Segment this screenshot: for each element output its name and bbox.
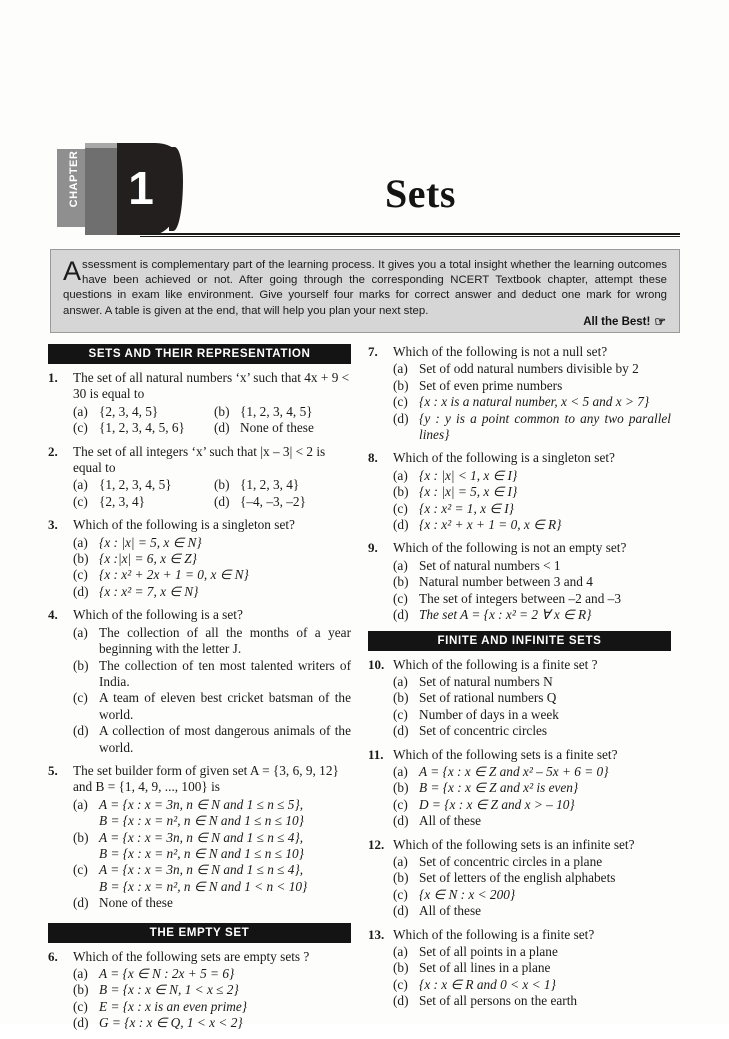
option-label: (d)	[393, 607, 409, 623]
option-text: {y : y is a point common to any two parallel lines}	[419, 410, 671, 443]
question-3	[48, 517, 351, 600]
option-text: G = {x : x ∈ Q, 1 < x < 2}	[99, 1015, 243, 1031]
question-2	[48, 444, 351, 511]
option-text: Set of all points in a plane	[419, 944, 558, 959]
option-label: (c)	[393, 796, 408, 812]
option-label: (c)	[393, 976, 408, 992]
question-number: 3.	[48, 517, 58, 533]
option-label: (d)	[393, 903, 409, 919]
option-label: (c)	[73, 998, 88, 1014]
option-text: {2, 3, 4, 5}	[99, 403, 159, 419]
options	[393, 674, 671, 740]
option-label: (d)	[393, 813, 409, 829]
question-1	[48, 370, 351, 437]
options	[73, 404, 351, 437]
option-d[interactable]	[214, 420, 351, 436]
option-text: B = {x : x ∈ N, 1 < x ≤ 2}	[99, 982, 239, 998]
option-b[interactable]	[73, 830, 351, 863]
option-text-line1: A = {x : x = 3n, n ∈ N and 1 ≤ n ≤ 5},	[99, 796, 304, 812]
option-b[interactable]	[393, 870, 671, 886]
option-label: (a)	[73, 534, 88, 550]
option-a[interactable]	[393, 674, 671, 690]
question-11	[368, 747, 671, 830]
option-label: (a)	[393, 361, 408, 377]
option-b[interactable]	[73, 551, 351, 567]
option-label: (a)	[73, 477, 88, 493]
option-label: (a)	[393, 853, 408, 869]
question-9	[368, 540, 671, 623]
option-text: Set of concentric circles in a plane	[419, 853, 603, 869]
option-text-line2: B = {x : x = n², n ∈ N and 1 ≤ n ≤ 10}	[99, 813, 304, 829]
chapter-tab-highlight	[85, 143, 119, 148]
option-text: The collection of ten most talented writers of India.	[99, 657, 351, 689]
option-c[interactable]	[73, 862, 351, 895]
sign-off	[583, 315, 666, 328]
page-title: Sets	[385, 171, 456, 216]
option-text: {x :|x| = 6, x ∈ Z}	[99, 551, 197, 567]
option-label: (a)	[73, 796, 88, 812]
option-text: {x : |x| < 1, x ∈ I}	[419, 467, 518, 483]
option-label: (c)	[73, 862, 88, 878]
option-label: (a)	[73, 624, 88, 640]
option-label: (b)	[73, 829, 89, 845]
option-d[interactable]	[393, 607, 671, 623]
question-number: 6.	[48, 948, 58, 964]
question-stem: The set builder form of given set A = {3, 6, 9, 12} and B = {1, 4, 9, ..., 100} is	[73, 762, 339, 795]
option-c[interactable]	[73, 420, 210, 436]
question-number: 13.	[368, 926, 385, 942]
option-d[interactable]	[73, 1015, 351, 1031]
option-text: Set of even prime numbers	[419, 377, 563, 393]
option-a[interactable]	[73, 535, 351, 551]
question-stem: Which of the following is a finite set?	[393, 926, 595, 942]
option-label: (d)	[393, 723, 409, 739]
option-c[interactable]	[393, 394, 671, 410]
question-10	[368, 657, 671, 740]
question-stem: Which of the following is a finite set ?	[393, 656, 598, 672]
option-c[interactable]	[393, 501, 671, 517]
option-text: The collection of all the months of a year beginning with the letter J.	[99, 624, 351, 657]
page-header	[0, 0, 729, 245]
option-a[interactable]	[73, 477, 210, 493]
intro-body: ssessment is complementary part of the learning process. It gives you a total insight whether the learning outcomes have been achieved or not. After going through the corresponding NCERT Textbook chapter, attempt these questions in exam like environment. Give yourself four marks for correct answer and deduct one mark for wrong answer. A table is given at the end, that will help you plan your next step.	[63, 259, 667, 317]
option-text: Set of all lines in a plane	[419, 960, 551, 976]
option-b[interactable]	[73, 658, 351, 691]
option-a[interactable]	[73, 404, 210, 420]
question-12	[368, 837, 671, 920]
option-label: (b)	[73, 982, 89, 998]
option-label: (b)	[73, 657, 89, 673]
option-c[interactable]	[393, 707, 671, 723]
option-label: (b)	[73, 551, 89, 567]
option-b[interactable]	[393, 378, 671, 394]
option-text: {x : |x| = 5, x ∈ I}	[419, 484, 518, 500]
option-text: {x : x² = 7, x ∈ N}	[99, 583, 199, 599]
option-a[interactable]	[73, 625, 351, 658]
option-label: (d)	[73, 895, 89, 911]
options	[393, 854, 671, 920]
option-label: (a)	[393, 944, 408, 959]
option-label: (a)	[393, 557, 408, 573]
options	[73, 797, 351, 912]
option-label: (b)	[393, 870, 409, 886]
question-stem: The set of all natural numbers ‘x’ such that 4x + 9 < 30 is equal to	[73, 370, 350, 402]
question-stem: Which of the following sets are empty sets ?	[73, 948, 310, 964]
option-label: (c)	[393, 590, 408, 606]
option-b[interactable]	[214, 477, 351, 493]
option-d[interactable]	[393, 993, 671, 1009]
option-text: The set A = {x : x² = 2 ∀ x ∈ R}	[419, 607, 592, 623]
option-text: All of these	[419, 813, 482, 829]
option-label: (a)	[73, 403, 88, 419]
option-text-line1: A = {x : x = 3n, n ∈ N and 1 ≤ n ≤ 4},	[99, 862, 304, 878]
option-label: (d)	[73, 723, 89, 739]
option-c[interactable]	[393, 977, 671, 993]
option-text: {2, 3, 4}	[99, 493, 146, 509]
option-b[interactable]	[393, 780, 671, 796]
option-text: A = {x ∈ N : 2x + 5 = 6}	[99, 966, 235, 981]
option-c[interactable]	[73, 494, 210, 510]
option-label: (c)	[393, 394, 408, 410]
option-label: (b)	[393, 960, 409, 976]
option-text: All of these	[419, 903, 482, 919]
option-text: {x : x² = 1, x ∈ I}	[419, 500, 514, 516]
option-d[interactable]	[393, 517, 671, 533]
option-text: {x : |x| = 5, x ∈ N}	[99, 534, 202, 550]
option-label: (b)	[393, 484, 409, 500]
option-text: {x : x² + 2x + 1 = 0, x ∈ N}	[99, 567, 249, 583]
option-label: (d)	[393, 993, 409, 1009]
option-text-line1: A = {x : x = 3n, n ∈ N and 1 ≤ n ≤ 4},	[99, 829, 304, 845]
option-label: (c)	[73, 690, 88, 706]
options	[393, 361, 671, 443]
option-b[interactable]	[393, 574, 671, 590]
options	[73, 477, 351, 510]
option-text: {1, 2, 3, 4, 5}	[99, 477, 172, 493]
question-stem: Which of the following sets is an infinite set?	[393, 836, 635, 852]
option-label: (a)	[393, 673, 408, 689]
chapter-tab-spine	[85, 143, 119, 235]
question-stem: Which of the following is a singleton set?	[393, 450, 615, 466]
option-d[interactable]	[393, 411, 671, 444]
question-number: 12.	[368, 836, 385, 852]
option-text: Set of concentric circles	[419, 723, 548, 739]
options	[393, 468, 671, 534]
intro-callout	[50, 249, 680, 333]
question-stem: Which of the following is not an empty set?	[393, 540, 627, 556]
option-text: {1, 2, 3, 4, 5}	[240, 403, 313, 419]
option-label: (b)	[393, 574, 409, 590]
question-number: 9.	[368, 540, 378, 556]
option-label: (c)	[393, 706, 408, 722]
option-d[interactable]	[73, 584, 351, 600]
option-a[interactable]	[393, 764, 671, 780]
option-text: The set of integers between –2 and –3	[419, 590, 621, 606]
option-c[interactable]	[393, 887, 671, 903]
option-a[interactable]	[393, 468, 671, 484]
options	[393, 558, 671, 624]
options	[73, 535, 351, 601]
option-c[interactable]	[73, 999, 351, 1015]
option-text: None of these	[240, 420, 314, 436]
option-c[interactable]	[393, 591, 671, 607]
option-a[interactable]	[393, 361, 671, 377]
question-stem: The set of all integers ‘x’ such that |x – 3| < 2 is equal to	[73, 443, 326, 476]
intro-dropcap: A	[63, 256, 82, 286]
option-d[interactable]	[214, 494, 351, 510]
options	[393, 764, 671, 830]
option-label: (d)	[214, 493, 230, 509]
option-text: Natural number between 3 and 4	[419, 574, 593, 590]
option-label: (b)	[214, 403, 230, 419]
option-label: (c)	[393, 886, 408, 902]
option-b[interactable]	[214, 404, 351, 420]
option-label: (d)	[393, 517, 409, 533]
option-text: A team of eleven best cricket batsman of the world.	[99, 690, 351, 722]
question-number: 8.	[368, 450, 378, 466]
option-d[interactable]	[393, 723, 671, 739]
question-stem: Which of the following sets is a finite set?	[393, 746, 618, 762]
option-text: None of these	[99, 895, 173, 911]
option-label: (b)	[393, 690, 409, 706]
question-number: 11.	[368, 746, 384, 762]
pointing-hand-icon: ☞	[654, 314, 666, 329]
chapter-number: 1	[128, 162, 154, 214]
option-a[interactable]	[393, 558, 671, 574]
question-8	[368, 450, 671, 533]
question-7	[368, 344, 671, 443]
question-4	[48, 607, 351, 756]
option-text: {x : x is a natural number, x < 5 and x > 7}	[419, 394, 650, 410]
option-label: (d)	[214, 420, 230, 436]
option-label: (d)	[73, 583, 89, 599]
option-label: (c)	[393, 500, 408, 516]
option-a[interactable]	[393, 854, 671, 870]
option-label: (d)	[73, 1015, 89, 1031]
option-text: B = {x : x ∈ Z and x² is even}	[419, 780, 579, 796]
question-number: 4.	[48, 607, 58, 623]
option-text: Set of letters of the english alphabets	[419, 870, 616, 886]
chapter-label: CHAPTER	[68, 150, 80, 208]
option-label: (c)	[73, 493, 88, 509]
option-text: A collection of most dangerous animals of the world.	[99, 723, 351, 755]
option-text: Set of rational numbers Q	[419, 690, 557, 706]
option-text: {1, 2, 3, 4, 5, 6}	[99, 420, 185, 436]
option-a[interactable]	[73, 797, 351, 830]
option-a[interactable]	[73, 966, 351, 982]
option-label: (c)	[73, 567, 88, 583]
option-label: (a)	[73, 966, 88, 981]
options	[73, 966, 351, 1032]
title-divider	[140, 233, 680, 238]
options	[393, 944, 671, 1010]
option-text: Set of all persons on the earth	[419, 993, 578, 1009]
sign-off-text: All the Best!	[583, 315, 651, 328]
option-label: (a)	[393, 467, 408, 483]
option-text: Set of odd natural numbers divisible by 2	[419, 361, 639, 377]
question-number: 5.	[48, 762, 58, 778]
question-stem: Which of the following is a set?	[73, 607, 243, 623]
question-5	[48, 763, 351, 912]
option-text: D = {x : x ∈ Z and x > – 10}	[419, 796, 575, 812]
right-column	[368, 344, 671, 1017]
option-d[interactable]	[393, 903, 671, 919]
chapter-tab-graphic	[57, 143, 183, 235]
option-label: (b)	[393, 377, 409, 393]
option-text-line2: B = {x : x = n², n ∈ N and 1 ≤ n ≤ 10}	[99, 845, 304, 861]
option-text: {x ∈ N : x < 200}	[419, 886, 516, 902]
question-stem: Which of the following is a singleton set?	[73, 517, 295, 533]
section-header-empty-set: THE EMPTY SET	[48, 923, 351, 943]
option-text: {1, 2, 3, 4}	[240, 477, 300, 493]
option-c[interactable]	[73, 567, 351, 583]
question-6	[48, 949, 351, 1032]
option-text: A = {x : x ∈ Z and x² – 5x + 6 = 0}	[419, 763, 609, 779]
option-c[interactable]	[393, 797, 671, 813]
option-c[interactable]	[73, 690, 351, 723]
intro-paragraph	[63, 258, 667, 319]
option-b[interactable]	[393, 960, 671, 976]
option-label: (d)	[393, 410, 409, 426]
option-label: (a)	[393, 763, 408, 779]
question-number: 2.	[48, 443, 58, 459]
option-label: (b)	[393, 780, 409, 796]
option-text: E = {x : x is an even prime}	[99, 998, 248, 1014]
option-text: Set of natural numbers N	[419, 673, 553, 689]
option-b[interactable]	[393, 690, 671, 706]
question-stem: Which of the following is not a null set?	[393, 344, 608, 359]
option-text: {x : x² + x + 1 = 0, x ∈ R}	[419, 517, 562, 533]
question-number: 7.	[368, 344, 378, 359]
option-a[interactable]	[393, 944, 671, 960]
option-text: Set of natural numbers < 1	[419, 557, 561, 573]
question-number: 1.	[48, 370, 58, 385]
question-number: 10.	[368, 656, 385, 672]
options	[73, 625, 351, 756]
option-d[interactable]	[393, 813, 671, 829]
option-d[interactable]	[73, 723, 351, 756]
option-text: {x : x ∈ R and 0 < x < 1}	[419, 976, 556, 992]
option-b[interactable]	[393, 484, 671, 500]
option-label: (c)	[73, 420, 88, 436]
section-header-representation: SETS AND THEIR REPRESENTATION	[48, 344, 351, 364]
option-text: Number of days in a week	[419, 706, 559, 722]
option-d[interactable]	[73, 895, 351, 911]
option-text: {–4, –3, –2}	[240, 493, 306, 509]
option-b[interactable]	[73, 982, 351, 998]
option-label: (b)	[214, 477, 230, 493]
section-header-finite-infinite: FINITE AND INFINITE SETS	[368, 631, 671, 651]
left-column	[48, 344, 351, 1039]
option-text-line2: B = {x : x = n², n ∈ N and 1 < n < 10}	[99, 878, 308, 894]
question-13	[368, 927, 671, 1010]
